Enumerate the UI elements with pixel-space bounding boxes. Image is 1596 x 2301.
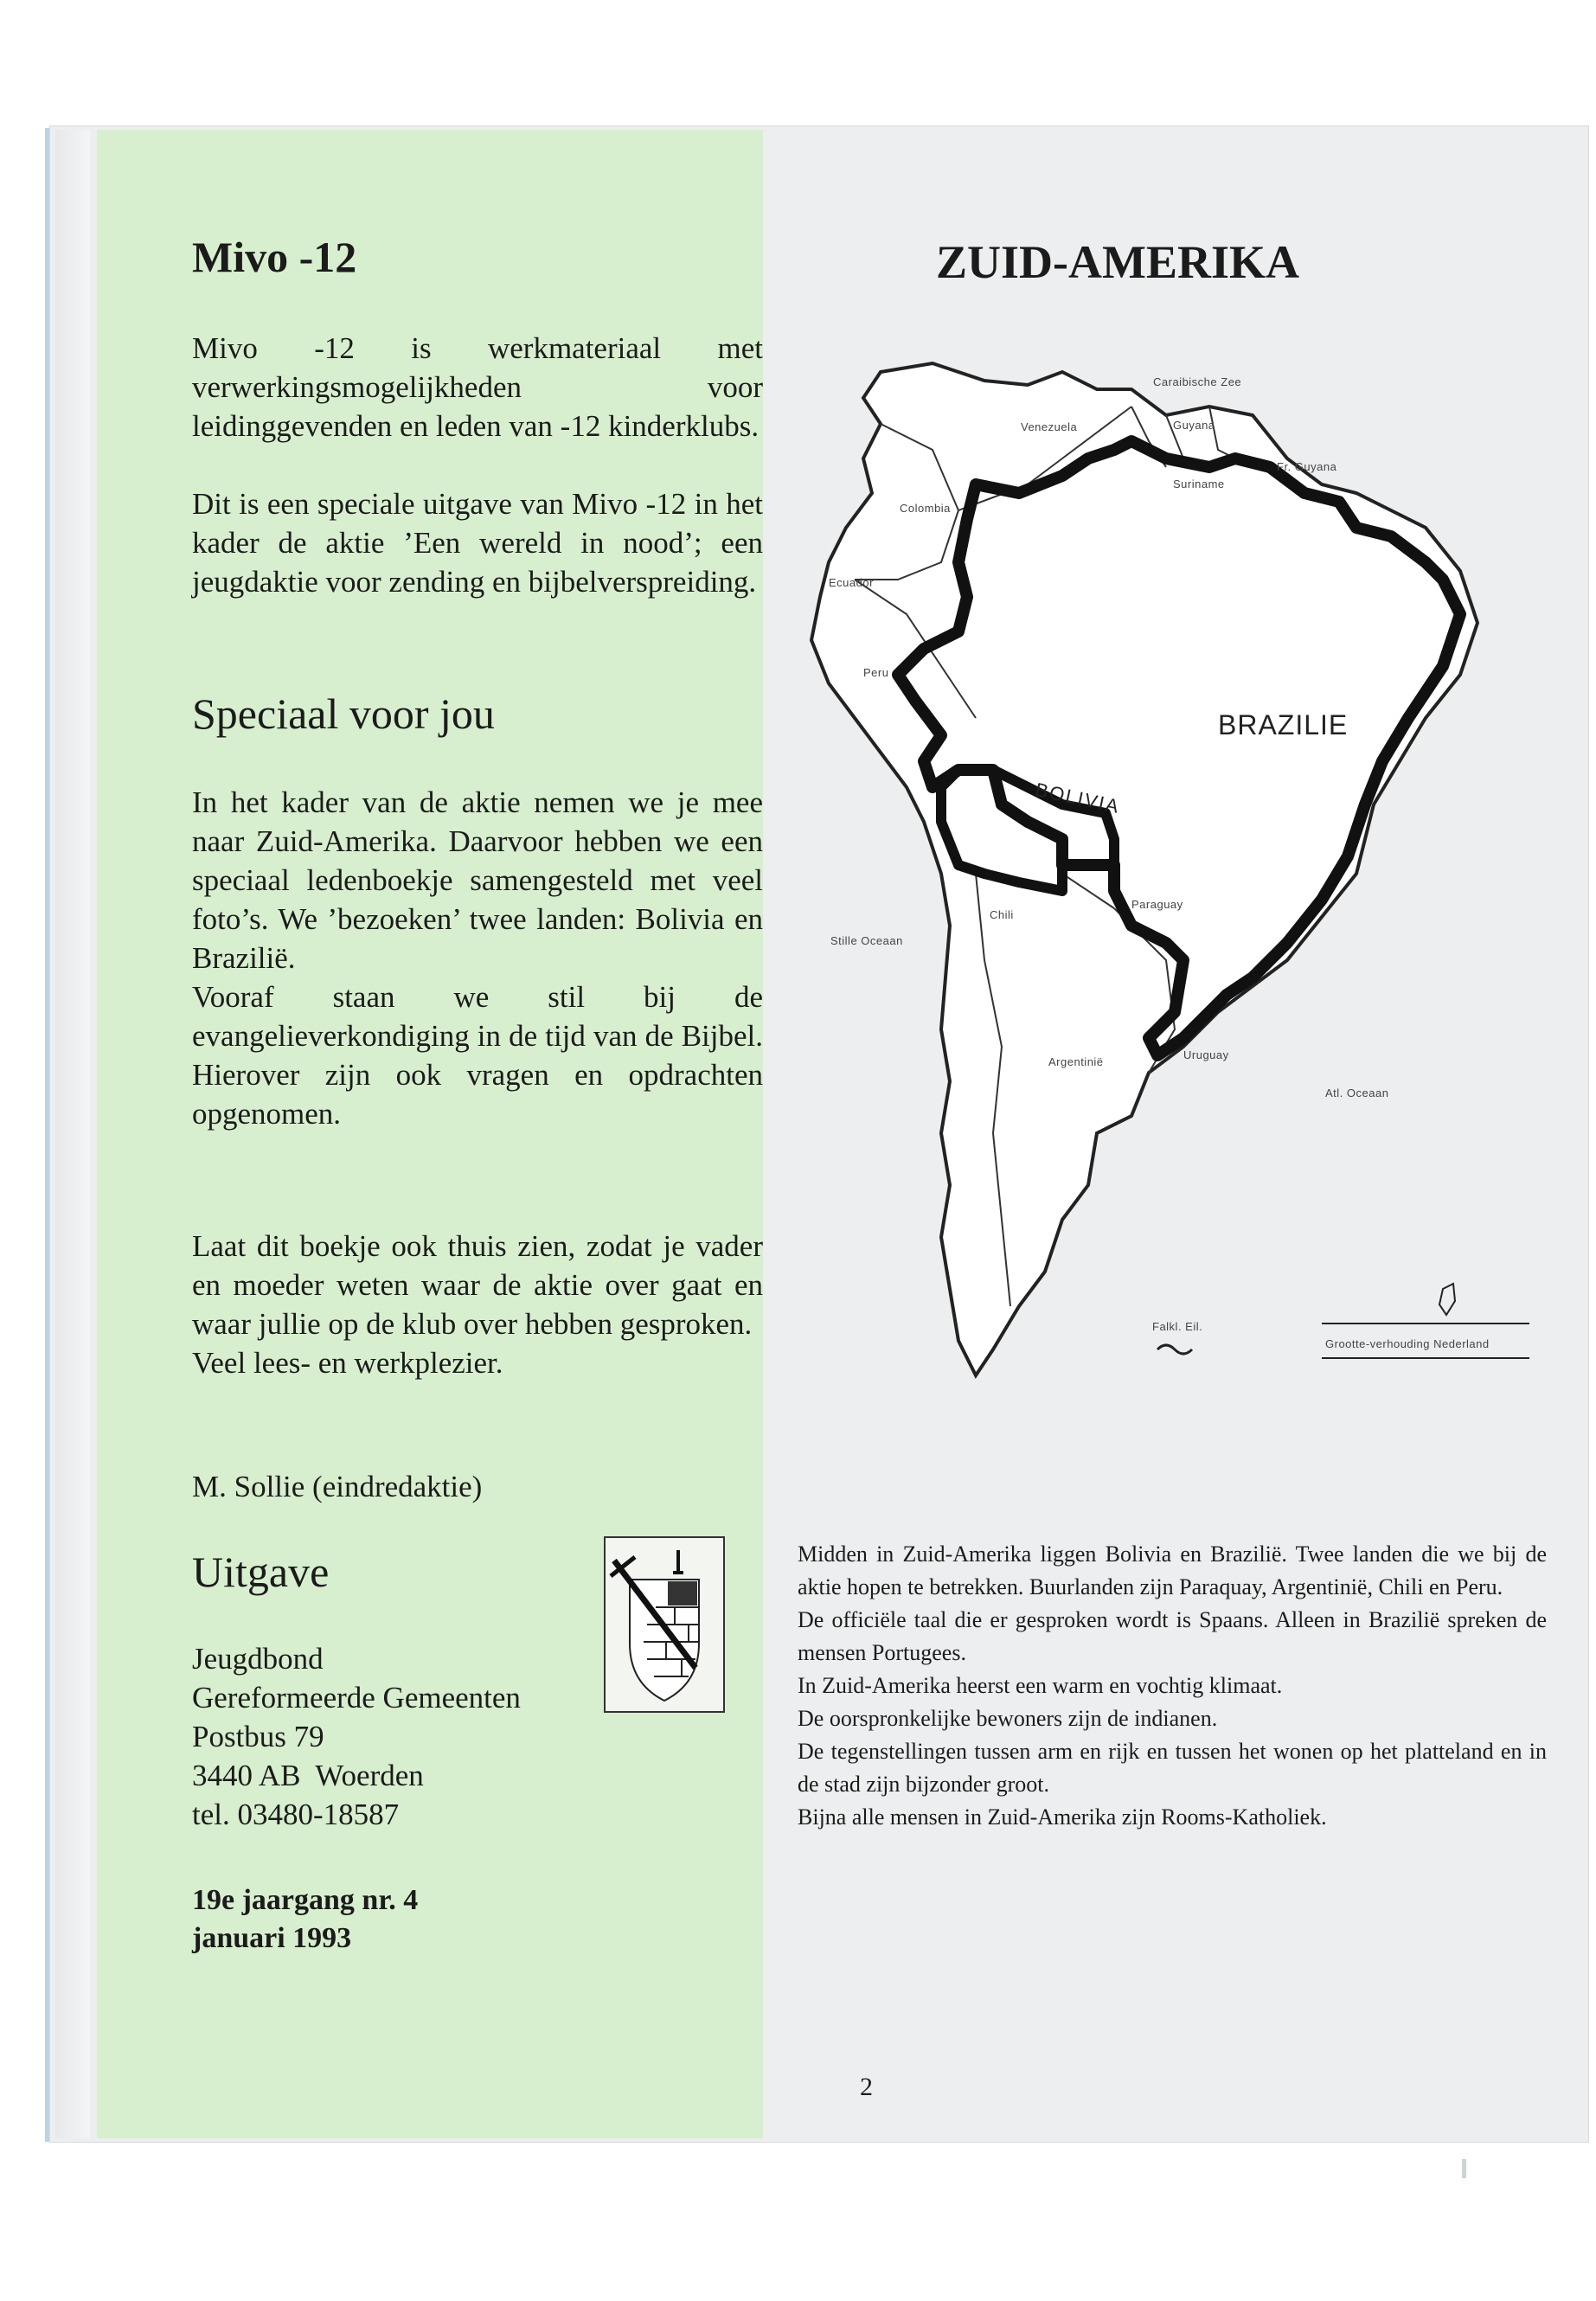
- paragraph-thuis: Laat dit boekje ook thuis zien, zodat je vader en moeder weten waar de aktie over gaat en waar jullie op de klub over hebben gesproken.: [192, 1229, 763, 1341]
- paragraph-indianen: De oorspronkelijke bewoners zijn de indianen.: [798, 1706, 1218, 1731]
- paragraph-bijbel: Vooraf staan we stil bij de evangelieverkondiging in de tijd van de Bijbel. Hierover zijn ook vragen en opdrachten opgenomen.: [192, 980, 763, 1131]
- date-line: januari 1993: [192, 1922, 352, 1954]
- page-number: 2: [860, 2073, 873, 2101]
- intro-paragraph: Mivo -12 is werkmateriaal met verwerkingsmogelijkheden voor leidinggevenden en leden van -12 kinderklubs.: [192, 331, 763, 443]
- publisher-address: [192, 1639, 590, 1834]
- map-label-suriname: Suriname: [1173, 478, 1225, 490]
- map-label-netherlands-scale: Grootte-verhouding Nederland: [1325, 1337, 1490, 1350]
- paragraph-tegenstellingen: De tegenstellingen tussen arm en rijk en tussen het wonen op het platteland en in de stad zijn bijzonder groot.: [798, 1739, 1547, 1797]
- map-label-guyana: Guyana: [1173, 419, 1215, 432]
- page-gutter: [55, 130, 90, 2138]
- paragraph-landen: Midden in Zuid-Amerika liggen Bolivia en Brazilië. Twee landen die we bij de aktie hopen te betrekken. Buurlanden zijn Paraquay, Argentinië, Chili en Peru.: [798, 1541, 1547, 1599]
- mivo-title: Mivo -12: [192, 233, 357, 281]
- section-body: [192, 783, 763, 1133]
- map-label-uruguay: Uruguay: [1183, 1048, 1229, 1061]
- paragraph-religie: Bijna alle mensen in Zuid-Amerika zijn Rooms-Katholiek.: [798, 1804, 1327, 1830]
- crest-icon: [606, 1538, 723, 1711]
- south-america-map: [803, 355, 1564, 1427]
- map-label-atlantic: Atl. Oceaan: [1325, 1086, 1389, 1099]
- publisher-line: Jeugdbond: [192, 1642, 324, 1676]
- signature: M. Sollie (eindredaktie): [192, 1470, 483, 1503]
- paragraph-aktie: In het kader van de aktie nemen we je mee naar Zuid-Amerika. Daarvoor hebben we een speciaal ledenboekje samengesteld met veel foto’s. We ’bezoeken’ twee landen: Bolivia en Brazilië.: [192, 785, 763, 975]
- closing-text: [192, 1227, 763, 1382]
- publisher-title: Uitgave: [192, 1548, 330, 1596]
- zuid-amerika-title: ZUID-AMERIKA: [936, 236, 1300, 288]
- jeugdbond-crest-logo: [604, 1536, 725, 1713]
- map-label-fr-guyana: Fr. Guyana: [1277, 460, 1337, 473]
- intro-text: [192, 329, 763, 445]
- section-title-speciaal: Speciaal voor jou: [192, 689, 495, 738]
- map-label-bolivia: BOLIVIA: [1033, 778, 1123, 818]
- map-label-chile: Chili: [990, 908, 1014, 921]
- map-label-ecuador: Ecuador: [829, 576, 874, 589]
- map-label-argentina: Argentinië: [1048, 1055, 1104, 1068]
- zuid-amerika-text: [798, 1538, 1547, 1834]
- paragraph-taal: De officiële taal die er gesproken wordt is Spaans. Alleen in Brazilië spreken de mensen Portugees.: [798, 1607, 1547, 1665]
- paragraph-werkplezier: Veel lees- en werkplezier.: [192, 1346, 503, 1380]
- map-label-venezuela: Venezuela: [1021, 420, 1078, 433]
- map-label-falklands: Falkl. Eil.: [1152, 1320, 1203, 1333]
- publisher-line: Postbus 79: [192, 1720, 324, 1753]
- special-edition-paragraph: Dit is een speciale uitgave van Mivo -12 in het kader de aktie ’Een wereld in nood’; een jeugdaktie voor zending en bijbelverspreiding.: [192, 487, 763, 599]
- map-label-colombia: Colombia: [900, 502, 951, 515]
- map-label-caribbean: Caraibische Zee: [1153, 375, 1242, 388]
- paper-mark: [1462, 2159, 1466, 2178]
- special-edition-text: [192, 484, 763, 601]
- publisher-line: 3440 AB Woerden: [192, 1759, 424, 1792]
- map-label-paraguay: Paraguay: [1131, 898, 1183, 911]
- south-america-map-icon: [803, 355, 1564, 1427]
- issue-line: 19e jaargang nr. 4: [192, 1884, 419, 1916]
- map-label-pacific: Stille Oceaan: [830, 934, 903, 947]
- paragraph-klimaat: In Zuid-Amerika heerst een warm en vochtig klimaat.: [798, 1673, 1283, 1698]
- publisher-line: Gereformeerde Gemeenten: [192, 1681, 521, 1715]
- publisher-line: tel. 03480-18587: [192, 1798, 400, 1831]
- map-label-brazil: BRAZILIE: [1218, 709, 1349, 740]
- map-label-peru: Peru: [863, 666, 889, 679]
